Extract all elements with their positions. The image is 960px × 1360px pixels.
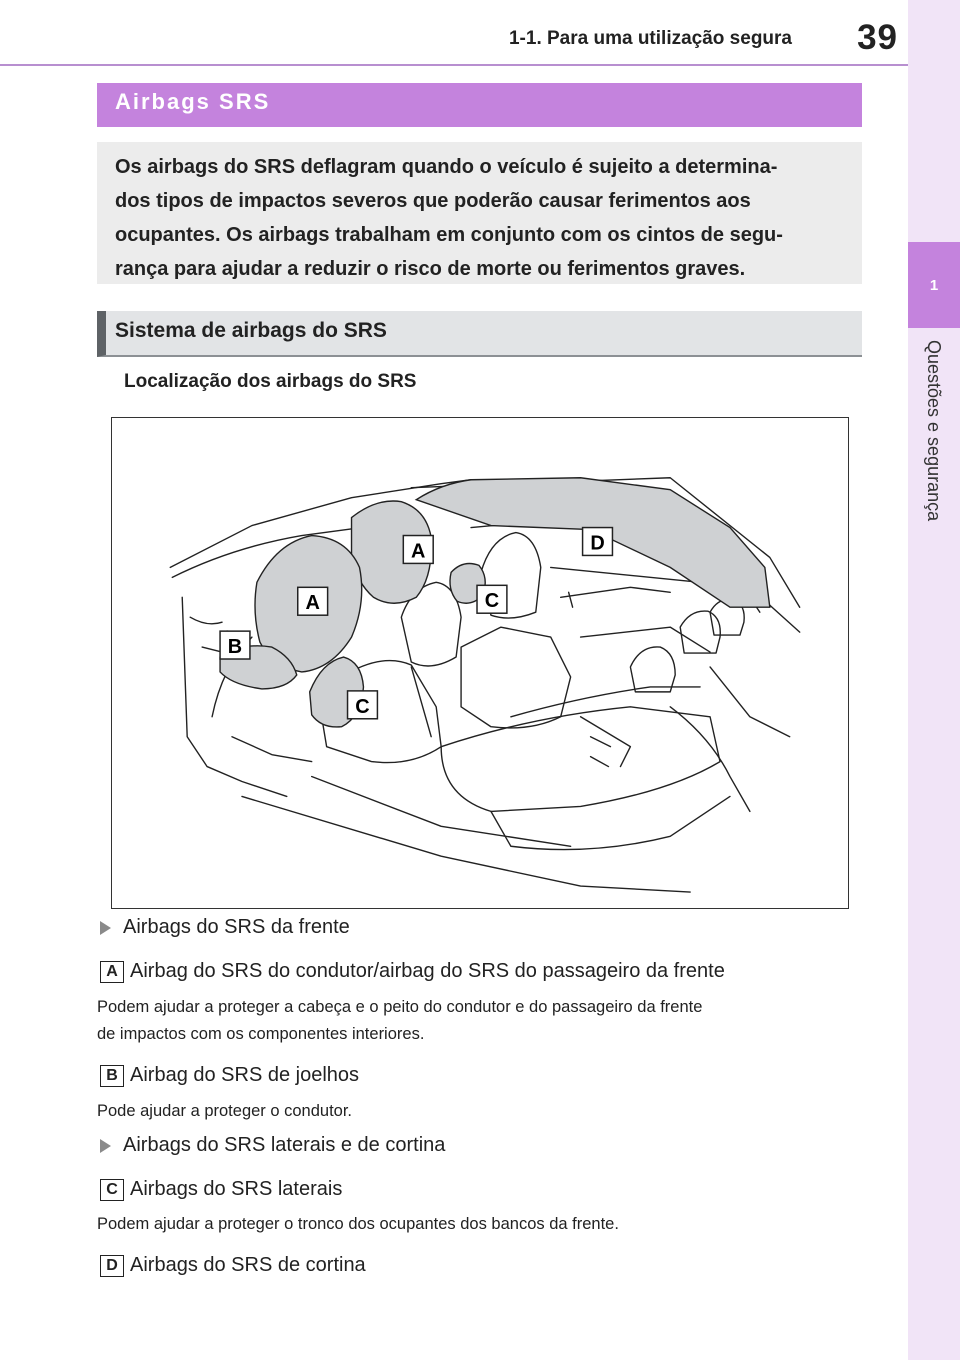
figure-label-a-driver: A [305,592,320,615]
intro-box [97,142,862,284]
intro-line: Os airbags do SRS deflagram quando o veículo é sujeito a determina- [115,156,778,178]
bullet-heading-text: Airbags do SRS laterais e de cortina [123,1134,446,1156]
bullet-heading-front-airbags [100,916,350,939]
letter-box-a: A [100,961,124,983]
item-a-title: Airbag do SRS do condutor/airbag do SRS do passageiro da frente [130,960,725,982]
side-tab-chapter-number: 1 [908,242,960,328]
description-line: Podem ajudar a proteger o tronco dos ocupantes dos bancos da frente. [97,1215,619,1233]
description-line: Pode ajudar a proteger o condutor. [97,1102,353,1120]
intro-line: ocupantes. Os airbags trabalham em conjunto com os cintos de segu- [115,224,783,246]
figure-label-b-knee: B [227,636,243,659]
item-a-description [97,994,862,1048]
item-c-description [97,1211,862,1238]
intro-line: dos tipos de impactos severos que poderão causar ferimentos aos [115,190,751,212]
bullet-heading-side-curtain-airbags [100,1134,445,1157]
bullet-heading-text: Airbags do SRS da frente [123,916,350,938]
figure-label-a-passenger: A [411,540,426,563]
subsection-heading: Sistema de airbags do SRS [97,311,862,357]
description-line: de impactos com os componentes interiores. [97,1025,425,1043]
airbag-location-figure [111,417,849,909]
item-a-heading [100,960,725,983]
figure-label-c-driver: C [355,695,370,718]
item-d-title: Airbags do SRS de cortina [130,1254,366,1276]
figure-label-d-curtain: D [590,532,605,555]
figure-label-c-passenger: C [484,590,500,613]
item-b-description [97,1098,862,1125]
letter-box-b: B [100,1065,124,1087]
item-c-title: Airbags do SRS laterais [130,1178,343,1200]
triangle-bullet-icon [100,921,111,935]
triangle-bullet-icon [100,1139,111,1153]
item-d-heading [100,1254,366,1277]
item-b-title: Airbag do SRS de joelhos [130,1064,360,1086]
item-c-heading [100,1178,342,1201]
side-tab [908,0,960,1360]
figure-title: Localização dos airbags do SRS [124,371,417,392]
intro-line: rança para ajudar a reduzir o risco de morte ou ferimentos graves. [115,258,746,280]
side-tab-chapter-label: Questões e segurança [924,340,944,522]
car-interior-illustration [112,418,848,908]
header-divider [0,64,908,66]
header-section-title: 1-1. Para uma utilização segura [508,28,792,49]
page-number: 39 [857,18,898,57]
section-banner: Airbags SRS [97,83,862,127]
letter-box-d: D [100,1255,124,1277]
description-line: Podem ajudar a proteger a cabeça e o peito do condutor e do passageiro da frente [97,998,703,1016]
item-b-heading [100,1064,359,1087]
letter-box-c: C [100,1179,124,1201]
